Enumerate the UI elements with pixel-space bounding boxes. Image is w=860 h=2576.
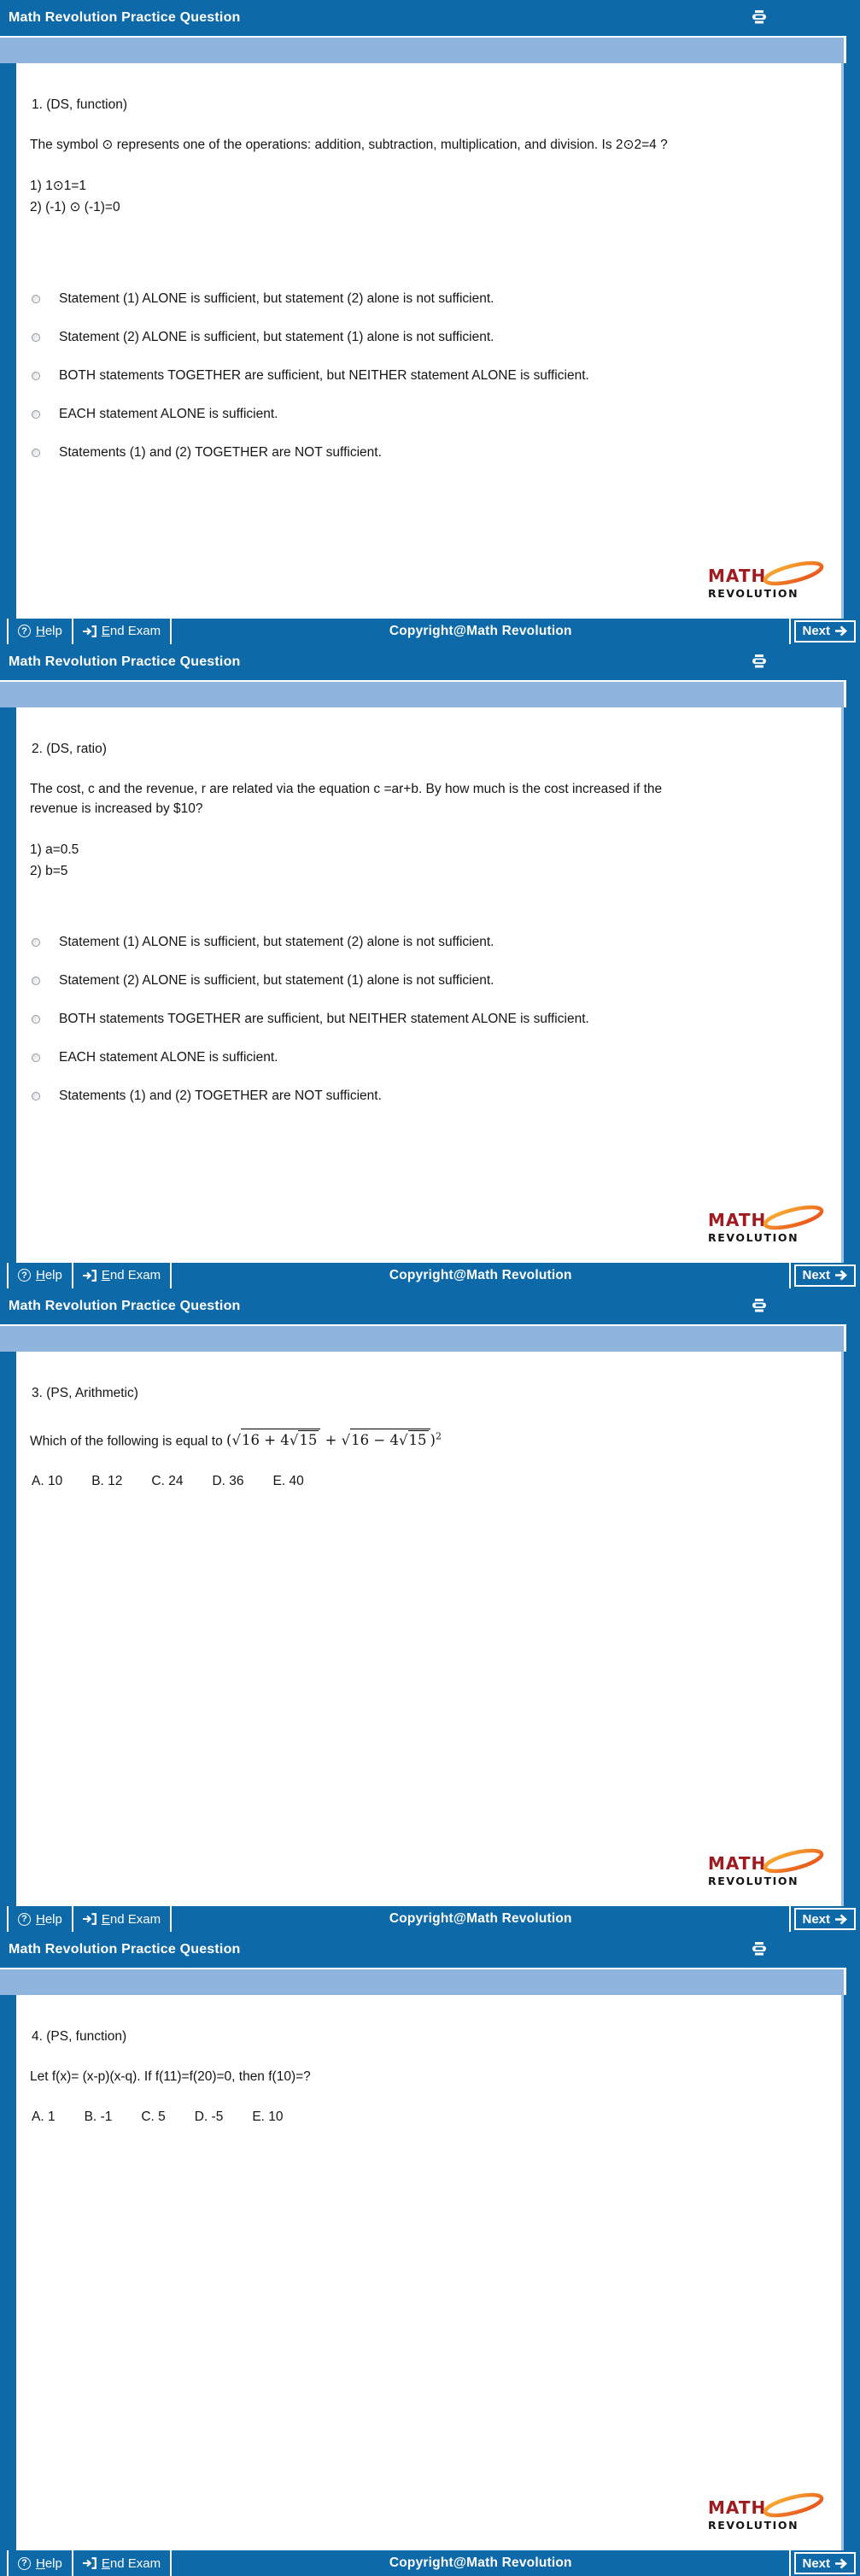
question-area	[16, 63, 844, 619]
help-icon: ?	[18, 625, 31, 637]
logo-math-text: MATH	[708, 1209, 767, 1230]
ds-option-label: BOTH statements TOGETHER are sufficient, but NEITHER statement ALONE is sufficient.	[59, 368, 589, 383]
answer-choice-a[interactable]: A. 1	[32, 2110, 56, 2125]
radical-sign: √	[398, 1432, 408, 1448]
content-frame	[0, 707, 860, 1263]
copyright-text: Copyright@Math Revolution	[389, 623, 572, 638]
question-number: 2. (DS, ratio)	[32, 741, 107, 756]
answer-choice-c[interactable]: C. 5	[141, 2110, 166, 2125]
footer-bar	[0, 2550, 860, 2576]
question-header-strip-fill	[0, 36, 846, 63]
question-panel-4	[0, 1932, 860, 2576]
ds-option-b[interactable]	[30, 973, 821, 989]
question-header-strip-fill	[0, 1968, 846, 1995]
answer-options	[30, 935, 821, 1104]
question-number: 3. (PS, Arithmetic)	[32, 1385, 138, 1400]
statement-1: 1) a=0.5	[30, 842, 79, 857]
next-button[interactable]: Next	[794, 620, 856, 643]
answer-choice-b[interactable]: B. -1	[84, 2110, 113, 2125]
divider	[789, 2550, 791, 2576]
divider	[789, 1263, 791, 1288]
statement-1: 1) 1⊙1=1	[30, 179, 86, 193]
ds-option-d[interactable]	[30, 1050, 821, 1065]
logo-revolution-text: REVOLUTION	[708, 586, 799, 600]
logo-swoosh-icon	[756, 2491, 829, 2518]
ds-option-label: Statement (1) ALONE is sufficient, but statement (2) alone is not sufficient.	[59, 934, 494, 949]
ds-option-label: EACH statement ALONE is sufficient.	[59, 1049, 278, 1065]
help-icon: ?	[18, 1269, 31, 1282]
ds-option-b[interactable]	[30, 330, 821, 345]
radio-button[interactable]	[32, 977, 40, 985]
divider	[789, 619, 791, 644]
answer-choice-a[interactable]: A. 10	[32, 1474, 63, 1488]
question-panel-3	[0, 1288, 860, 1933]
math-revolution-logo	[708, 2499, 826, 2533]
page-title: Math Revolution Practice Question	[9, 654, 241, 669]
end-exam-button[interactable]: End Exam	[73, 1263, 170, 1288]
next-arrow-icon	[835, 2558, 848, 2569]
math-expression: (√16 + 4√15 + √16 − 4√15 )$^2$	[226, 1432, 442, 1448]
question-header-strip	[0, 680, 860, 707]
help-icon: ?	[18, 1913, 31, 1926]
logo-math-text: MATH	[708, 2497, 767, 2518]
divider	[789, 1906, 791, 1932]
stem-line-1: The cost, c and the revenue, r are related via the equation c =ar+b. By how much is the cost increased if the	[30, 781, 663, 796]
logo-revolution-text: REVOLUTION	[708, 2519, 799, 2532]
footer-bar	[0, 1263, 860, 1288]
next-button[interactable]: Next	[794, 1265, 856, 1287]
question-stem	[30, 779, 821, 819]
ds-option-label: Statements (1) and (2) TOGETHER are NOT sufficient.	[59, 1088, 382, 1103]
ds-option-label: BOTH statements TOGETHER are sufficient, but NEITHER statement ALONE is sufficient.	[59, 1011, 589, 1026]
ds-option-e[interactable]	[30, 1088, 821, 1104]
radio-button[interactable]	[32, 333, 40, 342]
stem-line-2: revenue is increased by $10?	[30, 801, 203, 816]
copyright-text: Copyright@Math Revolution	[389, 2555, 572, 2570]
printer-icon[interactable]	[752, 654, 767, 668]
end-exam-icon	[83, 1913, 97, 1925]
title-bar	[0, 644, 860, 680]
logo-math-text: MATH	[708, 1853, 767, 1875]
logo-swoosh-icon	[756, 1203, 829, 1230]
ds-option-e[interactable]	[30, 445, 821, 461]
stem-text: Which of the following is equal to	[30, 1434, 227, 1448]
logo-revolution-text: REVOLUTION	[708, 1230, 799, 1244]
end-exam-button[interactable]: End Exam	[73, 619, 170, 644]
radio-button[interactable]	[32, 372, 40, 380]
next-button[interactable]: Next	[794, 1908, 856, 1930]
page-title: Math Revolution Practice Question	[9, 1942, 241, 1957]
ds-option-a[interactable]	[30, 935, 821, 950]
ds-option-c[interactable]	[30, 1012, 821, 1027]
end-exam-button[interactable]: End Exam	[73, 2550, 170, 2576]
math-revolution-logo	[708, 1209, 826, 1246]
question-number: 1. (DS, function)	[32, 97, 127, 112]
answer-choice-e[interactable]: E. 40	[272, 1474, 304, 1488]
ds-option-label: Statement (2) ALONE is sufficient, but statement (1) alone is not sufficient.	[59, 972, 494, 988]
help-button[interactable]: ? Help	[9, 1906, 72, 1932]
copyright-text: Copyright@Math Revolution	[389, 1911, 572, 1927]
logo-swoosh-icon	[756, 1846, 829, 1874]
content-frame	[0, 1352, 860, 1907]
question-body	[16, 707, 841, 1104]
question-stem: The symbol ⊙ represents one of the operations: addition, subtraction, multiplication, and division. Is 2⊙2=4 ?	[30, 138, 668, 152]
ds-option-label: Statements (1) and (2) TOGETHER are NOT sufficient.	[59, 445, 382, 460]
radio-button[interactable]	[32, 1015, 40, 1024]
next-arrow-icon	[835, 1914, 848, 1925]
question-stem: Let f(x)= (x-p)(x-q). If f(11)=f(20)=0, then f(10)=?	[30, 2069, 311, 2085]
ds-option-label: Statement (2) ALONE is sufficient, but statement (1) alone is not sufficient.	[59, 330, 494, 344]
help-button[interactable]: ? Help	[9, 2550, 72, 2576]
answer-choice-d[interactable]: D. -5	[194, 2110, 224, 2125]
title-bar	[0, 1932, 860, 1968]
page-title: Math Revolution Practice Question	[9, 1298, 241, 1313]
statements-block	[30, 839, 821, 882]
copyright-text: Copyright@Math Revolution	[389, 1267, 572, 1282]
radio-button[interactable]	[32, 1092, 40, 1100]
end-exam-button[interactable]: End Exam	[73, 1906, 170, 1932]
help-button[interactable]: ? Help	[9, 619, 72, 644]
radical-sign: √	[341, 1432, 351, 1448]
next-button[interactable]: Next	[794, 2552, 856, 2574]
question-stem	[30, 1427, 821, 1452]
ds-option-label: Statement (1) ALONE is sufficient, but statement (2) alone is not sufficient.	[59, 291, 494, 306]
radio-button[interactable]	[32, 449, 40, 457]
question-body	[16, 1995, 841, 2125]
answer-choice-c[interactable]: C. 24	[151, 1474, 184, 1488]
question-area	[16, 1352, 844, 1907]
title-bar	[0, 1288, 860, 1324]
exponent: 2	[435, 1430, 442, 1442]
radio-button[interactable]	[32, 295, 40, 303]
next-arrow-icon	[835, 1270, 848, 1281]
answer-choice-e[interactable]: E. 10	[252, 2110, 284, 2125]
ds-option-label: EACH statement ALONE is sufficient.	[59, 407, 278, 421]
content-frame	[0, 1995, 860, 2550]
question-number: 4. (PS, function)	[32, 2029, 127, 2045]
question-header-strip	[0, 1324, 860, 1352]
end-exam-icon	[83, 2557, 97, 2569]
question-panel-1	[0, 0, 860, 644]
math-revolution-logo	[708, 1855, 826, 1889]
question-header-strip	[0, 1968, 860, 1995]
question-header-strip-fill	[0, 680, 846, 707]
radio-button[interactable]	[32, 410, 40, 419]
logo-math-text: MATH	[708, 565, 767, 586]
radio-button[interactable]	[32, 938, 40, 947]
radical-sign: √	[289, 1432, 299, 1448]
footer-bar	[0, 619, 860, 644]
radio-button[interactable]	[32, 1053, 40, 1062]
logo-swoosh-icon	[756, 559, 829, 586]
printer-icon[interactable]	[752, 1299, 767, 1312]
question-panel-2	[0, 644, 860, 1288]
radical-sign: √	[231, 1432, 241, 1448]
help-button[interactable]: ? Help	[9, 1263, 72, 1288]
question-area	[16, 1995, 844, 2550]
question-body	[16, 63, 841, 461]
printer-icon[interactable]	[752, 1942, 767, 1956]
title-bar	[0, 0, 860, 36]
ds-option-d[interactable]	[30, 407, 821, 422]
next-arrow-icon	[835, 625, 848, 637]
ds-option-a[interactable]	[30, 291, 821, 307]
statements-block	[30, 175, 821, 218]
footer-bar	[0, 1906, 860, 1932]
question-header-strip	[0, 36, 860, 63]
printer-icon[interactable]	[752, 10, 767, 24]
ds-option-c[interactable]	[30, 368, 821, 384]
question-body	[16, 1352, 841, 1490]
content-frame	[0, 63, 860, 619]
question-area	[16, 707, 844, 1263]
end-exam-icon	[83, 1270, 97, 1282]
end-exam-icon	[83, 625, 97, 637]
question-header-strip-fill	[0, 1324, 846, 1352]
answer-choices	[30, 2110, 821, 2125]
answer-options	[30, 291, 821, 461]
help-icon: ?	[18, 2557, 31, 2570]
statement-2: 2) b=5	[30, 863, 68, 878]
logo-revolution-text: REVOLUTION	[708, 1875, 799, 1888]
page-title: Math Revolution Practice Question	[9, 10, 241, 25]
answer-choice-b[interactable]: B. 12	[91, 1474, 123, 1488]
answer-choice-d[interactable]: D. 36	[212, 1474, 244, 1488]
math-revolution-logo	[708, 567, 826, 601]
statement-2: 2) (-1) ⊙ (-1)=0	[30, 200, 120, 214]
answer-choices	[30, 1474, 821, 1489]
